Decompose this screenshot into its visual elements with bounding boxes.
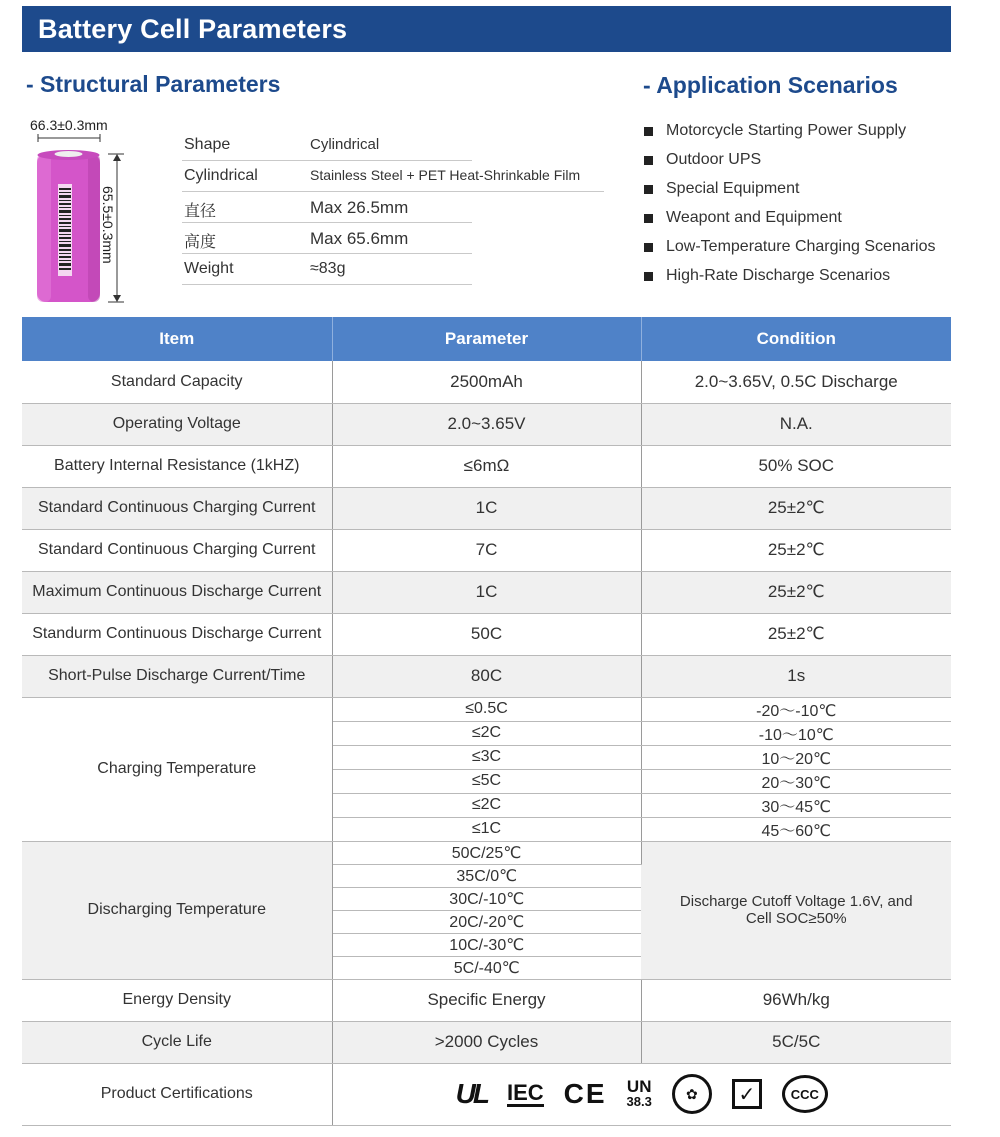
- spec-value: Cylindrical: [310, 136, 380, 153]
- cell-parameter: >2000 Cycles: [332, 1021, 641, 1063]
- cell-parameter: 30C/-10℃: [332, 887, 641, 910]
- cell-parameter: 7C: [332, 529, 641, 571]
- cell-parameter: 1C: [332, 571, 641, 613]
- cell-item: Battery Internal Resistance (1kHZ): [22, 445, 332, 487]
- spec-row-shape: [182, 130, 604, 161]
- battery-cell-image: [28, 134, 133, 306]
- application-label: Low-Temperature Charging Scenarios: [666, 238, 936, 255]
- spec-divider: [182, 284, 472, 285]
- cell-parameter: ≤2C: [332, 721, 641, 745]
- cell-parameter: 2.0~3.65V: [332, 403, 641, 445]
- cell-parameter: 50C/25℃: [332, 841, 641, 864]
- spec-key: Cylindrical: [184, 167, 258, 184]
- height-label: 65.5±0.3mm: [100, 186, 116, 264]
- cell-item: Energy Density: [22, 979, 332, 1021]
- structural-heading: - Structural Parameters: [26, 71, 281, 97]
- spec-key: 高度: [184, 234, 217, 251]
- column-header-item: Item: [22, 317, 332, 361]
- cell-condition: 96Wh/kg: [641, 979, 951, 1021]
- spec-key: Shape: [184, 136, 231, 153]
- spec-key: Weight: [184, 260, 234, 277]
- un-number: 38.3: [626, 1094, 652, 1109]
- cell-parameter: 20C/-20℃: [332, 910, 641, 933]
- checkmark-certification-icon: ✓: [732, 1079, 762, 1109]
- spec-value: Stainless Steel + PET Heat-Shrinkable Film: [310, 167, 581, 183]
- cell-parameter: ≤3C: [332, 745, 641, 769]
- cell-item-discharging-temperature: Discharging Temperature: [22, 841, 332, 979]
- page-title: Battery Cell Parameters: [38, 14, 348, 44]
- cell-parameter: ≤2C: [332, 793, 641, 817]
- cell-item: Standurm Continuous Discharge Current: [22, 613, 332, 655]
- ccc-logo: CCC: [782, 1075, 828, 1113]
- column-header-parameter: Parameter: [332, 317, 641, 361]
- cell-parameter: Specific Energy: [332, 979, 641, 1021]
- table-row: [22, 613, 951, 655]
- spec-row-weight: [182, 254, 604, 285]
- cell-item: Standard Continuous Charging Current: [22, 487, 332, 529]
- applications-heading: - Application Scenarios: [643, 72, 898, 98]
- table-row: [22, 697, 951, 721]
- table-row: [22, 445, 951, 487]
- cell-condition: 5C/5C: [641, 1021, 951, 1063]
- cell-condition: 2.0~3.65V, 0.5C Discharge: [641, 361, 951, 403]
- condition-line: Discharge Cutoff Voltage 1.6V, and: [679, 893, 913, 910]
- structural-spec-list: [182, 130, 604, 285]
- application-label: High-Rate Discharge Scenarios: [666, 267, 891, 284]
- cell-condition: 30～45℃: [641, 793, 951, 817]
- cell-item: Standard Capacity: [22, 361, 332, 403]
- cell-condition: 25±2℃: [641, 613, 951, 655]
- cell-condition: N.A.: [641, 403, 951, 445]
- cell-item: Cycle Life: [22, 1021, 332, 1063]
- cell-parameter: ≤1C: [332, 817, 641, 841]
- cell-parameter: 80C: [332, 655, 641, 697]
- cell-item: Standard Continuous Charging Current: [22, 529, 332, 571]
- un383-logo: [627, 1079, 652, 1109]
- cell-parameter: 10C/-30℃: [332, 933, 641, 956]
- application-item: [644, 176, 935, 205]
- cell-item: Maximum Continuous Discharge Current: [22, 571, 332, 613]
- leaf-certification-icon: ✿: [672, 1074, 712, 1114]
- cell-certification-logos: [332, 1063, 951, 1125]
- spec-value: Max 26.5mm: [310, 198, 409, 217]
- table-row: [22, 1021, 951, 1063]
- cell-condition: -20～-10℃: [641, 697, 951, 721]
- iec-logo: IEC: [506, 1079, 544, 1105]
- application-label: Special Equipment: [666, 180, 800, 197]
- page-banner: [22, 6, 951, 52]
- application-item: [644, 263, 935, 292]
- application-label: Outdoor UPS: [666, 151, 762, 168]
- spec-key: 直径: [184, 203, 217, 220]
- cell-item: Operating Voltage: [22, 403, 332, 445]
- table-row: [22, 571, 951, 613]
- condition-line: Cell SOC≥50%: [745, 910, 847, 927]
- application-label: Weapont and Equipment: [666, 209, 842, 226]
- cell-condition: 1s: [641, 655, 951, 697]
- cell-condition: -10～10℃: [641, 721, 951, 745]
- spec-row-diameter: [182, 192, 604, 223]
- cell-parameter: ≤0.5C: [332, 697, 641, 721]
- table-row: [22, 361, 951, 403]
- cell-parameter: 2500mAh: [332, 361, 641, 403]
- table-row: [22, 487, 951, 529]
- cell-item: Short-Pulse Discharge Current/Time: [22, 655, 332, 697]
- bullet-icon: [644, 243, 653, 252]
- cell-condition: 20～30℃: [641, 769, 951, 793]
- cell-condition: 50% SOC: [641, 445, 951, 487]
- bullet-icon: [644, 156, 653, 165]
- spec-row-material: [182, 161, 604, 192]
- cell-condition: 25±2℃: [641, 487, 951, 529]
- un-text: UN: [626, 1077, 652, 1096]
- application-item: [644, 234, 935, 263]
- spec-value: ≈83g: [310, 260, 346, 277]
- diameter-label: 66.3±0.3mm: [30, 117, 108, 133]
- table-row: [22, 529, 951, 571]
- ul-logo: UL: [455, 1078, 487, 1109]
- column-header-condition: Condition: [641, 317, 951, 361]
- table-row: [22, 841, 951, 864]
- application-item: [644, 205, 935, 234]
- cell-condition: 25±2℃: [641, 529, 951, 571]
- cell-item-charging-temperature: Charging Temperature: [22, 697, 332, 841]
- cell-parameter: 50C: [332, 613, 641, 655]
- spec-row-height: [182, 223, 604, 254]
- cell-item: Product Certifications: [22, 1063, 332, 1125]
- cell-parameter: 5C/-40℃: [332, 956, 641, 979]
- cell-condition: 10～20℃: [641, 745, 951, 769]
- table-row: [22, 403, 951, 445]
- cell-parameter: 1C: [332, 487, 641, 529]
- certification-logo-row: [333, 1064, 952, 1124]
- parameter-table: [22, 317, 951, 1126]
- table-row: [22, 1063, 951, 1125]
- cell-condition: 45～60℃: [641, 817, 951, 841]
- bullet-icon: [644, 214, 653, 223]
- cell-parameter: ≤5C: [332, 769, 641, 793]
- application-item: [644, 118, 935, 147]
- application-label: Motorcycle Starting Power Supply: [666, 122, 907, 139]
- spec-value: Max 65.6mm: [310, 229, 409, 248]
- table-row: [22, 655, 951, 697]
- bullet-icon: [644, 185, 653, 194]
- table-row: [22, 979, 951, 1021]
- application-list: [644, 118, 935, 292]
- application-item: [644, 147, 935, 176]
- bullet-icon: [644, 272, 653, 281]
- cell-parameter: ≤6mΩ: [332, 445, 641, 487]
- cell-parameter: 35C/0℃: [332, 864, 641, 887]
- ce-logo: CE: [563, 1078, 607, 1109]
- cell-condition-discharge-cutoff: [641, 841, 951, 979]
- bullet-icon: [644, 127, 653, 136]
- cell-condition: 25±2℃: [641, 571, 951, 613]
